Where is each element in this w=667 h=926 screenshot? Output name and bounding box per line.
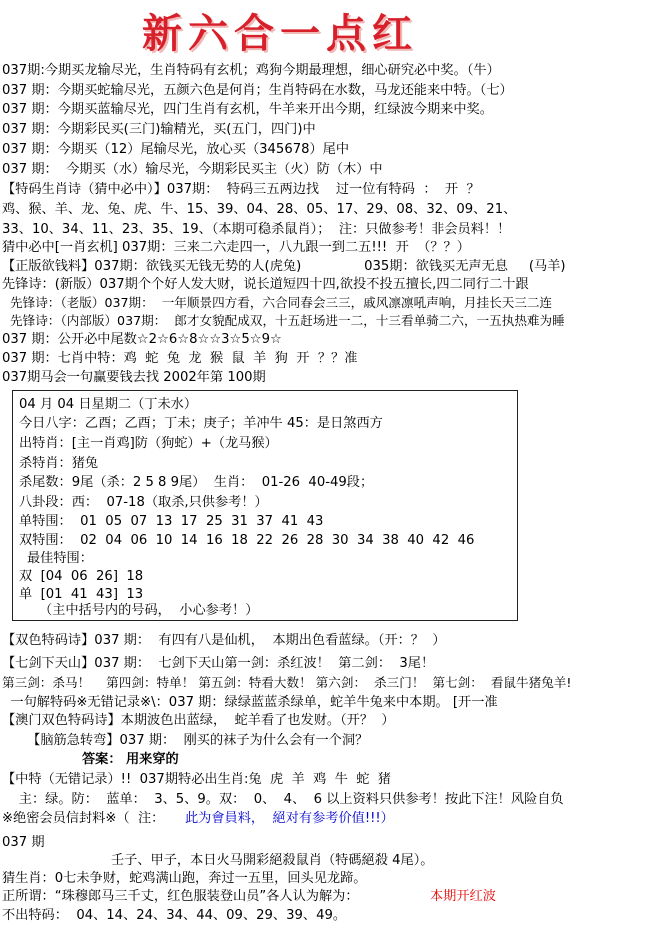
box-line: 最佳特围： (27, 551, 93, 566)
box-line: 双 [04 06 26] 18 (19, 569, 144, 584)
prediction-line: 【特码生肖诗（猜中必中）】037期： 特码三五两边找 过一位有特码 ： 开 ？ (2, 182, 480, 197)
section-line: 一句解特码※无错记录※\：037 期：绿绿蓝蓝杀绿单，蛇羊牛兔来中本期。 [开一准 (2, 695, 498, 710)
section-line: 【脑筋急转弯】037 期： 刚买的袜子为什么会有一个洞？ (2, 733, 369, 748)
section-line: 猜生肖：0七未争财，蛇鸡满山跑，奔过一五里，回头见龙蹄。 (2, 871, 367, 886)
answer-label: 答案： (82, 752, 122, 767)
prediction-line: 037 期：今期买蛇输尽光，五颜六色是何肖；生肖特码在水数，马龙还能来中特。（七） (2, 83, 513, 98)
prediction-line: 037期:今期买龙输尽光，生肖特码有玄机；鸡狗今期最理想，细心研究必中奖。（牛） (2, 63, 500, 78)
section-line: 037 期 (2, 835, 45, 850)
box-line: 今日八字：乙酉；乙酉；丁未；庚子；羊冲牛 45：是日煞西方 (19, 416, 383, 431)
box-line: 杀特肖：猪兔 (19, 456, 99, 471)
box-line: 出特肖：[主一肖鸡]防（狗蛇）+（龙马猴） (19, 436, 278, 451)
prediction-line: 先锋诗：（内部版）037期： 郎才女貌配成双，十五赶场进一二，十三看单骑二六，一五执热难为睡 (2, 313, 565, 328)
box-line: 04 月 04 日星期二（丁未水） (19, 397, 198, 412)
prediction-line: 33、10、34、11、23、35、19、（本期可稳杀鼠肖）； 注：只做参考！非会员料！！ (2, 222, 511, 237)
box-line: 双特围： 02 04 06 10 14 16 18 22 26 28 30 34 38 40 42 46 (19, 533, 475, 548)
box-line: 八卦段：西： 07-18（取杀,只供参考！） (19, 495, 268, 510)
prediction-line: 037 期：公开必中尾数☆2☆6☆8☆☆3☆5☆9☆ (2, 332, 282, 347)
prediction-line: 037 期：今期买蓝输尽光，四门生肖有玄机，牛羊来开出今期，红绿波今期来中奖。 (2, 102, 493, 117)
member-note-prefix: ※绝密会员信封料※（ 注： (2, 811, 165, 826)
member-note-blue: 此为會員料， 絕对有参考价值!!!） (185, 811, 394, 826)
box-line: 单 [01 41 43] 13 (19, 587, 144, 602)
prediction-line: 037 期： 今期买（水）输尽光，今期彩民买主（火）防（木）中 (2, 162, 383, 177)
prediction-line: 先锋诗：(新版）037期个个好人发大财，说长道短四十四,欲投不投五擅长,四二同行二十跟 (2, 277, 529, 292)
answer-text: 用来穿的 (126, 752, 179, 767)
prediction-line: 037 期：今期买（12）尾输尽光，放心买（345678）尾中 (2, 142, 350, 157)
box-line: 单特围： 01 05 07 13 17 25 31 37 41 43 (19, 514, 324, 529)
section-line: 不出特码： 04、14、24、34、44、09、29、39、49。 (2, 908, 347, 923)
prediction-line: 鸡、猴、羊、龙、兔、虎、牛、15、39、04、28、05、17、29、08、32、09、21、 (2, 202, 517, 217)
section-line: 正所谓：“珠穆郎马三千丈，红色服装登山员”各人认为解为： (2, 889, 359, 904)
section-line: 第三剑：杀马！ 第四剑：特单！ 第五剑：特看大数！ 第六剑： 杀三门！ 第七剑： 看鼠牛猪兔羊! (2, 675, 572, 690)
prediction-line: 猜中必中[一肖玄机] 037期：三来二六走四一，八九跟一到二五!!! 开 （？？） (2, 240, 470, 255)
section-line: 主：绿。防： 蓝单： 3、5、9。双： 0、 4、 6 以上资料只供参考！按此下注！风险自负 (2, 792, 564, 807)
section-line: 【双色特码诗】037 期： 有四有八是仙机， 本期出色看蓝绿。（开：？ ） (2, 633, 446, 648)
prediction-line: 037 期：七肖中特：鸡 蛇 兔 龙 猴 鼠 羊 狗 开 ？？准 (2, 351, 358, 366)
prediction-line: 【正版欲钱料】037期：欲钱买无钱无势的人(虎兔) 035期：欲钱买无声无息 (马羊) (2, 259, 566, 274)
section-line: 壬子、甲子，本日火马開彩絕殺鼠肖（特碼絕殺 4尾）。 (2, 853, 434, 868)
section-line: 【七剑下天山】037 期： 七剑下天山第一剑：杀红波！ 第二剑： 3尾！ (2, 656, 435, 671)
box-line: 杀尾数：9尾（杀：2 5 8 9尾） 生肖： 01-26 40-49段； (19, 475, 374, 490)
section-line: 【中特（无错记录）!! 037期特必出生肖:兔 虎 羊 鸡 牛 蛇 猪 (2, 772, 391, 787)
red-answer: 本期开红波 (430, 889, 496, 904)
prediction-line: 037期马会一句赢要钱去找 2002年第 100期 (2, 370, 266, 385)
page-title: 新六合一点红 (142, 10, 418, 57)
prediction-line: 037 期：今期彩民买(三门)输精光，买(五门，四门)中 (2, 122, 316, 137)
prediction-line: 先锋诗：（老版）037期： 一年顺景四方看，六合同春会三三，戚风凛凛吼声响，月挂长天三二连 (2, 295, 553, 310)
forecast-box (12, 390, 518, 621)
box-line: （主中括号内的号码， 小心参考！） (39, 603, 259, 618)
section-line: 【澳门双色特码诗】本期波色出蓝绿， 蛇羊看了也发财。（开？ ） (2, 713, 395, 728)
